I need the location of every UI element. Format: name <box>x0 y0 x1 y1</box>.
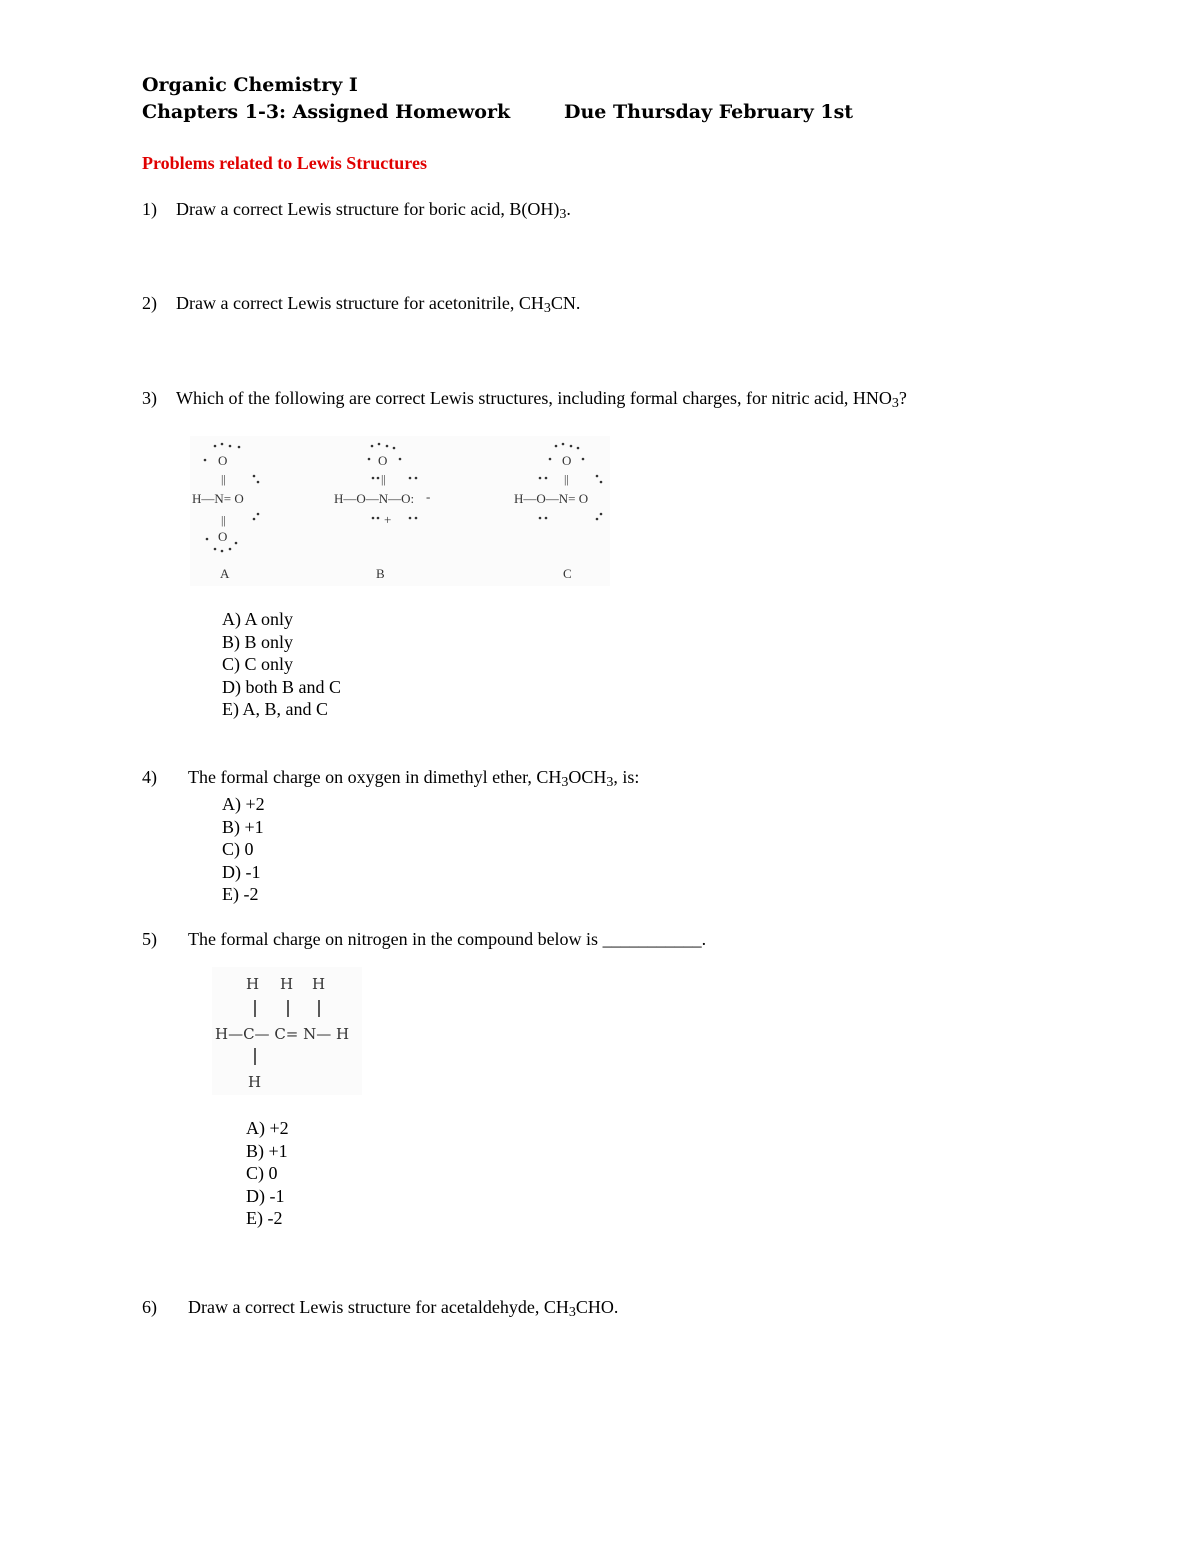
lewis-a-bond-top: || <box>221 472 226 486</box>
question-4-number: 4) <box>142 767 157 787</box>
course-title: Organic Chemistry I <box>142 74 358 96</box>
question-3-number: 3) <box>142 388 157 408</box>
q4-option-c: C) 0 <box>222 839 254 859</box>
lewis-a-bottom-o: O <box>218 529 228 544</box>
compound-top-h-3: H <box>312 975 326 993</box>
lewis-b-top-o: O <box>378 453 388 468</box>
q4-options <box>222 793 265 906</box>
section-title: Problems related to Lewis Structures <box>142 153 427 173</box>
q5-option-d: D) -1 <box>246 1185 285 1206</box>
lewis-b-row: H—O—N—O: <box>334 491 415 506</box>
q5-option-b: B) +1 <box>246 1140 288 1161</box>
q5-option-e: E) -2 <box>246 1208 283 1228</box>
q3-option-c: C) C only <box>222 654 294 674</box>
question-1-number: 1) <box>142 199 157 219</box>
compound-structure-figure <box>212 967 362 1095</box>
question-2-text: Draw a correct Lewis structure for acetonitrile, $CH_3CN$. <box>176 293 581 316</box>
compound-bottom-h: H <box>248 1073 262 1091</box>
q4-option-e: E) -2 <box>222 884 259 904</box>
q3-option-e: E) A, B, and C <box>222 699 328 719</box>
q5-option-a: A) +2 <box>246 1118 289 1138</box>
q3-option-a: A) A only <box>222 609 294 629</box>
lewis-a-row: H—N= O <box>192 491 244 506</box>
lewis-c-bond-top: || <box>564 472 569 486</box>
question-1-text: Draw a correct Lewis structure for boric acid, $B(OH)_3$. <box>176 199 571 222</box>
lewis-b-minus: - <box>426 489 431 504</box>
q5-options <box>246 1117 289 1230</box>
lewis-b-plus: + <box>384 512 392 527</box>
question-6-number: 6) <box>142 1297 157 1317</box>
lewis-label-a: A <box>220 566 230 581</box>
question-3-text: Which of the following are correct Lewis structures, including formal charges, for nitric acid, $HNO_3$? <box>176 388 907 411</box>
question-5-text: The formal charge on nitrogen in the compound below is ___________. <box>188 929 707 949</box>
compound-main-row: H—C— C= N— H <box>215 1025 350 1043</box>
q5-option-c: C) 0 <box>246 1163 278 1183</box>
compound-top-h-1: H <box>246 975 260 993</box>
question-5-number: 5) <box>142 929 157 949</box>
question-2-number: 2) <box>142 293 157 313</box>
nitric-acid-lewis-figure <box>190 436 610 586</box>
lewis-a-top-o: O <box>218 453 228 468</box>
q3-option-d: D) both B and C <box>222 676 341 697</box>
due-date: Due Thursday February 1st <box>564 101 854 123</box>
q3-option-b: B) B only <box>222 631 294 652</box>
compound-top-h-2: H <box>280 975 294 993</box>
lewis-b-bond-top: || <box>381 472 386 486</box>
chapters-title: Chapters 1-3: Assigned Homework <box>142 101 511 123</box>
q4-option-b: B) +1 <box>222 816 264 837</box>
q4-option-d: D) -1 <box>222 861 261 882</box>
question-4-text: The formal charge on oxygen in dimethyl ether, $CH_3OCH_3$, is: <box>188 767 640 790</box>
question-6-text: Draw a correct Lewis structure for acetaldehyde, $CH_3CHO$. <box>188 1297 619 1320</box>
lewis-a-bond-bottom: || <box>221 513 226 527</box>
q3-options <box>222 608 341 721</box>
q4-option-a: A) +2 <box>222 794 265 814</box>
lewis-c-top-o: O <box>562 453 572 468</box>
lewis-label-b: B <box>376 566 385 581</box>
lewis-c-row: H—O—N= O <box>514 491 589 506</box>
lewis-label-c: C <box>563 566 572 581</box>
